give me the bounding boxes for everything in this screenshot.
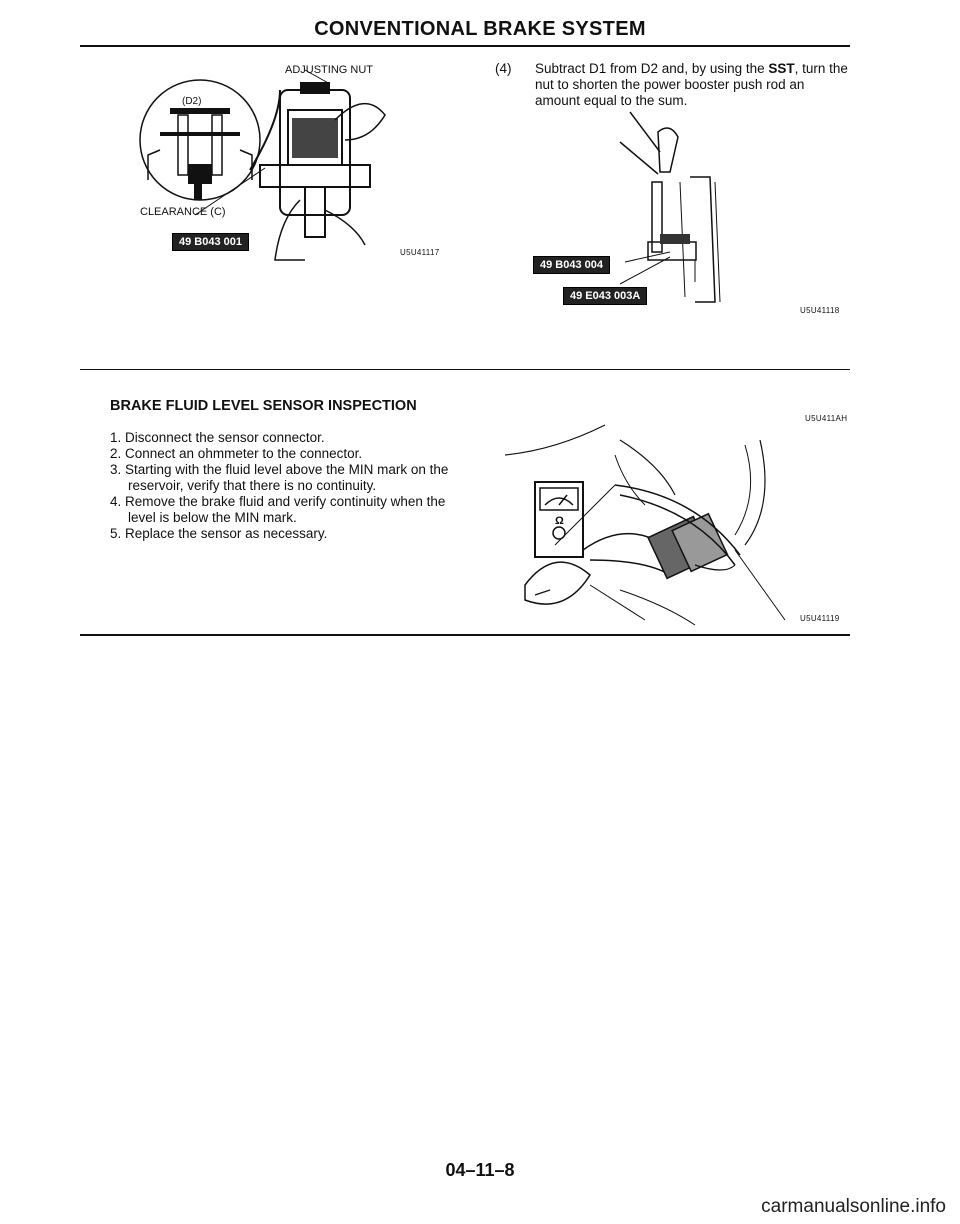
figure-code-2: U5U41118: [800, 306, 840, 315]
bottom-rule: [80, 634, 850, 636]
step-item: 2. Connect an ohmmeter to the connector.: [110, 446, 363, 461]
step-4-text-pre: Subtract D1 from D2 and, by using the: [535, 61, 769, 76]
sst-tool-badge-b: 49 E043 003A: [563, 287, 647, 305]
sst-tool-badge: 49 B043 001: [172, 233, 249, 251]
ohm-symbol: Ω: [555, 515, 564, 527]
figure-ohmmeter: [495, 425, 795, 630]
step-item: 1. Disconnect the sensor connector.: [110, 430, 325, 445]
sst-tool-badge-a: 49 B043 004: [533, 256, 610, 274]
step-4-number: (4): [495, 61, 512, 76]
d2-label: (D2): [182, 96, 202, 107]
figure-sst-booster: [530, 112, 750, 312]
section-code: U5U411AH: [805, 414, 848, 423]
step-item: 3. Starting with the fluid level above the MIN mark on the reservoir, verify that there is no continuity.: [110, 462, 449, 493]
section-divider: [80, 369, 850, 370]
steps-list: [110, 430, 460, 542]
step-4-text-sst: SST: [768, 61, 795, 76]
watermark: carmanualsonline.info: [761, 1196, 946, 1217]
header-rule: [80, 45, 850, 47]
sst-booster-illustration: [530, 112, 750, 312]
ohmmeter-illustration: [495, 425, 795, 630]
section-title: BRAKE FLUID LEVEL SENSOR INSPECTION: [110, 398, 417, 414]
step-item: 5. Replace the sensor as necessary.: [110, 526, 328, 541]
step-4-text-post: , turn the nut to shorten the power booster push rod an amount equal to the sum.: [535, 61, 848, 108]
figure-code-3: U5U41119: [800, 614, 840, 623]
clearance-label: CLEARANCE (C): [140, 206, 226, 218]
step-item: 4. Remove the brake fluid and verify continuity when the level is below the MIN mark.: [110, 494, 446, 525]
step-4-text: [535, 61, 850, 109]
page-number: 04–11–8: [445, 1160, 515, 1180]
figure-code: U5U41117: [400, 248, 440, 257]
page-title: CONVENTIONAL BRAKE SYSTEM: [314, 18, 646, 40]
adjusting-nut-label: ADJUSTING NUT: [285, 64, 373, 76]
